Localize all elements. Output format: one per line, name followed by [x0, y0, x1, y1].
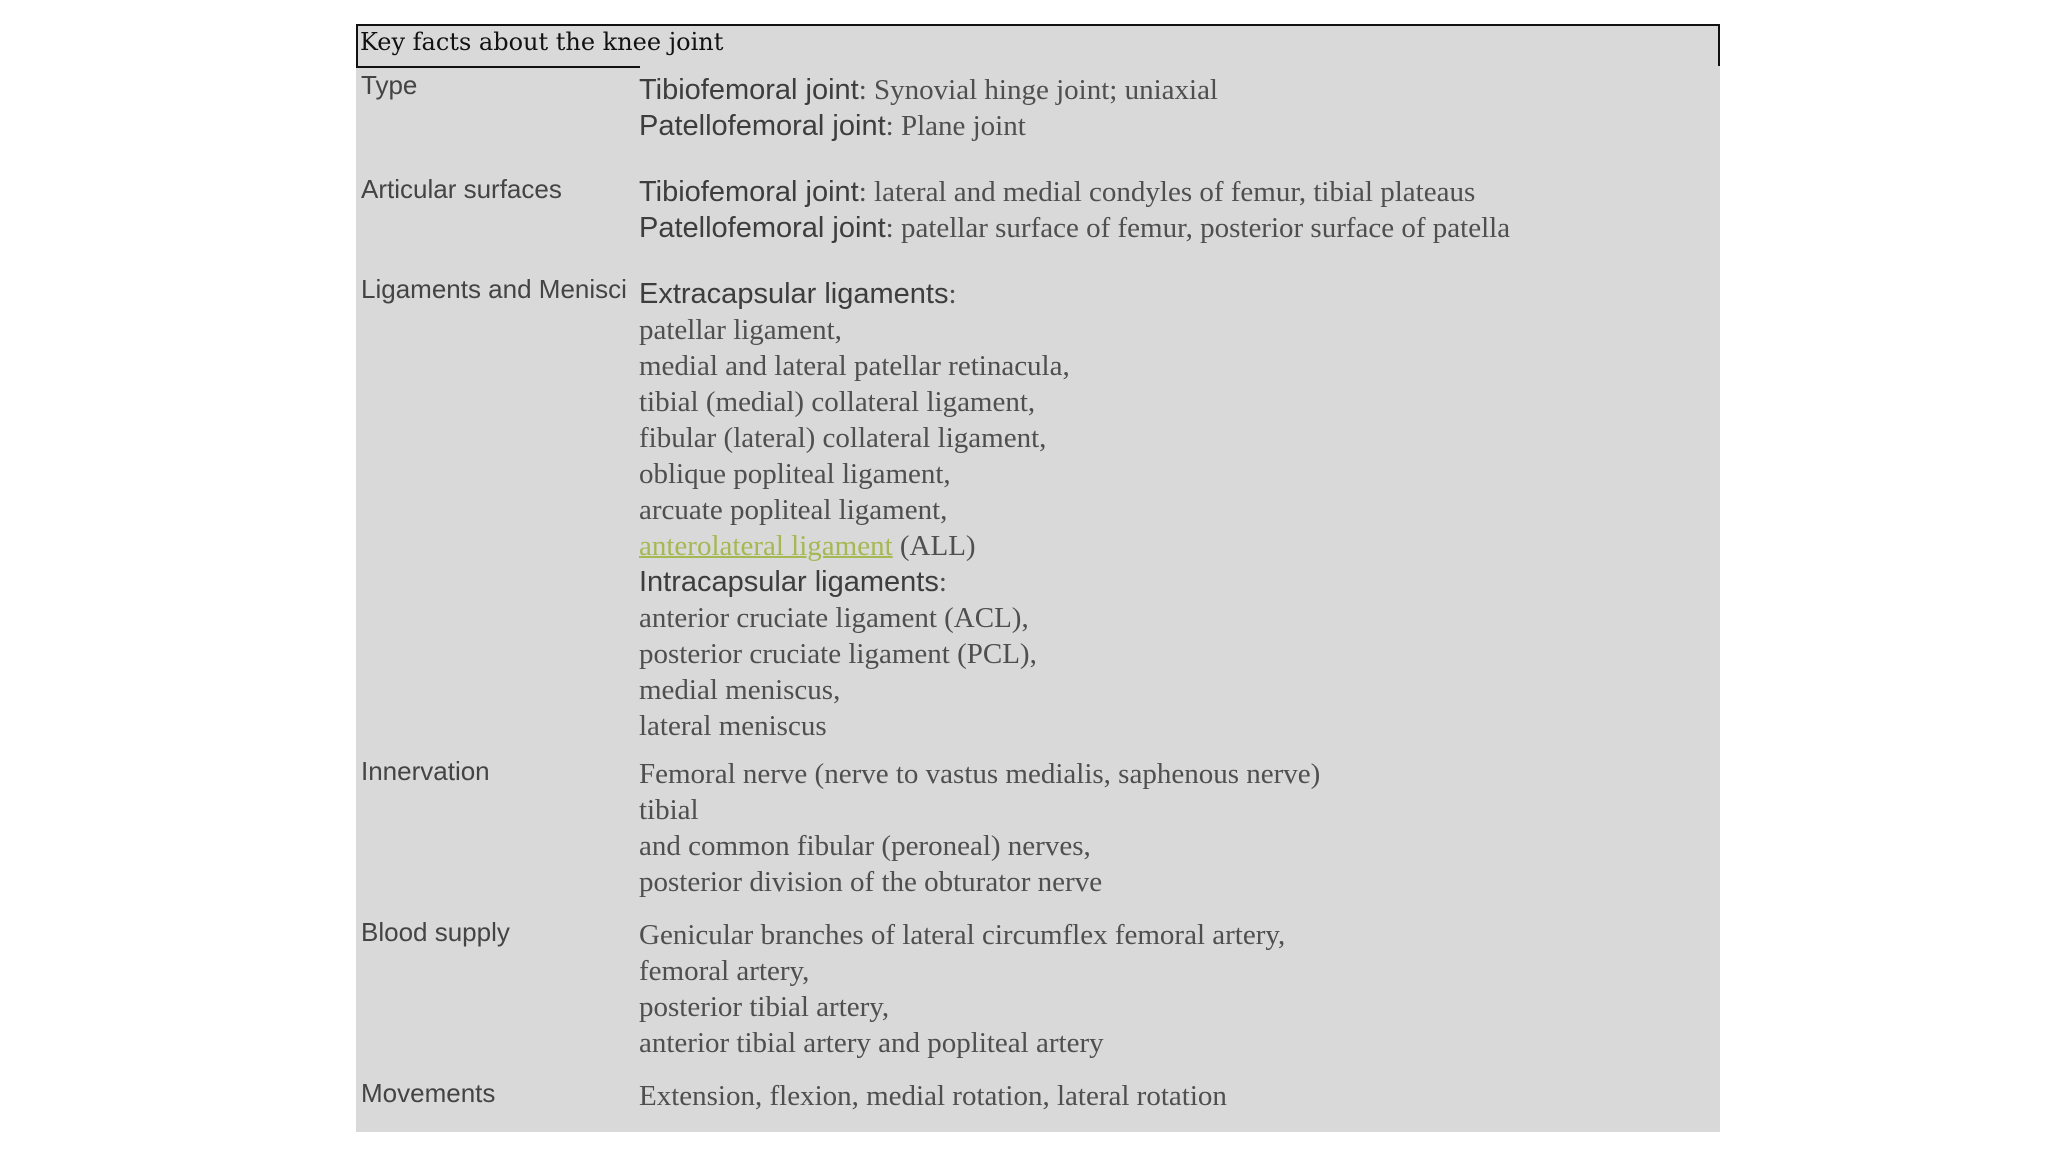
list-item: femoral artery, [639, 955, 810, 987]
list-item: and common fibular (peroneal) nerves, [639, 830, 1091, 862]
list-item: medial and lateral patellar retinacula, [639, 350, 1070, 382]
row-label-ligaments: Ligaments and Menisci [361, 274, 627, 304]
extracapsular-heading [639, 276, 1699, 312]
list-item: tibial [639, 794, 699, 826]
content-line [639, 108, 1699, 144]
list-item [639, 528, 1699, 564]
row-content-movements [639, 1078, 1699, 1114]
list-item: Genicular branches of lateral circumflex femoral artery, [639, 919, 1286, 951]
row-content-articular-surfaces [639, 174, 1699, 246]
articular-description: : patellar surface of femur, posterior surface of patella [885, 212, 1511, 244]
joint-name: Patellofemoral joint [639, 212, 886, 244]
joint-description: : Synovial hinge joint; uniaxial [858, 74, 1218, 106]
table-title: Key facts about the knee joint [360, 28, 724, 56]
row-label-innervation: Innervation [361, 756, 490, 786]
list-item: lateral meniscus [639, 710, 827, 742]
row-label-movements: Movements [361, 1078, 496, 1108]
row-label-type: Type [361, 70, 418, 100]
list-item: posterior cruciate ligament (PCL), [639, 638, 1037, 670]
list-item: anterior tibial artery and popliteal artery [639, 1027, 1104, 1059]
joint-name: Tibiofemoral joint [639, 176, 859, 208]
joint-name: Patellofemoral joint [639, 110, 886, 142]
list-item: Femoral nerve (nerve to vastus medialis, saphenous nerve) [639, 758, 1321, 790]
table-title-box [356, 24, 724, 68]
list-item: arcuate popliteal ligament, [639, 494, 948, 526]
content-line [639, 210, 1699, 246]
list-item: posterior tibial artery, [639, 991, 890, 1023]
content-line [639, 72, 1699, 108]
all-abbreviation: (ALL) [892, 530, 976, 562]
row-label-blood-supply: Blood supply [361, 917, 510, 947]
row-content-innervation [639, 756, 1699, 900]
row-content-blood-supply [639, 917, 1699, 1061]
heading-colon: : [948, 278, 957, 310]
joint-description: : Plane joint [885, 110, 1026, 142]
heading-text: Intracapsular ligaments [639, 566, 939, 598]
content-line [639, 174, 1699, 210]
list-item: anterior cruciate ligament (ACL), [639, 602, 1029, 634]
row-content-type [639, 72, 1699, 144]
list-item: patellar ligament, [639, 314, 842, 346]
anterolateral-ligament-link[interactable]: anterolateral ligament [639, 530, 893, 562]
list-item: tibial (medial) collateral ligament, [639, 386, 1036, 418]
row-label-articular-surfaces: Articular surfaces [361, 174, 562, 204]
heading-text: Extracapsular ligaments [639, 278, 949, 310]
row-content-ligaments [639, 276, 1699, 744]
list-item: posterior division of the obturator nerve [639, 866, 1103, 898]
joint-name: Tibiofemoral joint [639, 74, 859, 106]
articular-description: : lateral and medial condyles of femur, tibial plateaus [858, 176, 1476, 208]
heading-colon: : [938, 566, 947, 598]
list-item: medial meniscus, [639, 674, 841, 706]
key-facts-table [356, 24, 1720, 1132]
intracapsular-heading [639, 564, 1699, 600]
list-item: oblique popliteal ligament, [639, 458, 951, 490]
list-item: fibular (lateral) collateral ligament, [639, 422, 1047, 454]
list-item: Extension, flexion, medial rotation, lateral rotation [639, 1080, 1227, 1112]
